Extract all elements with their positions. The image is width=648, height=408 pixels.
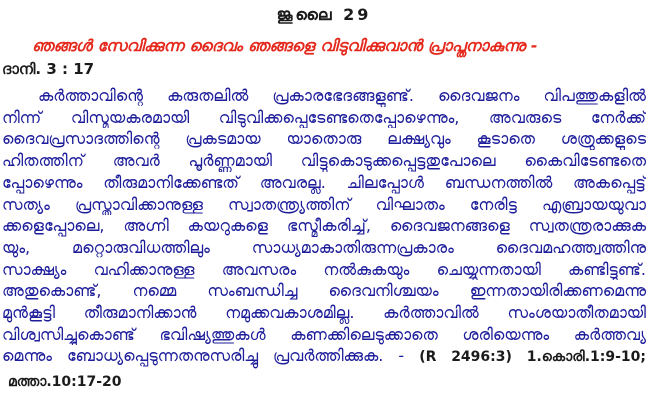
body-line: സത്യം പ്രസ്താവിക്കാനുള്ള സ്വാതന്ത്ര്യത്തിന് വിഘാതം നേരിട്ട എബ്രായയുവാ (2, 194, 646, 214)
body-line: പ്പോഴെന്നും തീരുമാനിക്കേണ്ടത് അവരല്ല. ചിലപ്പോൾ ബന്ധനത്തിൽ അകപ്പെട്ട് (2, 172, 646, 192)
body-line: കർത്താവിന്റെ കരുതലിൽ പ്രകാരഭേദങ്ങളുണ്ട്. ദൈവജനം വിപത്തുകളിൽ (38, 86, 646, 105)
body-line: സാക്ഷ്യം വഹിക്കാനുള്ള അവസരം നൽകുകയും ചെയ്യുന്നതായി കണ്ടിട്ടുണ്ട്. (2, 259, 646, 279)
theme-verse: ഞങ്ങൾ സേവിക്കുന്ന ദൈവം ഞങ്ങളെ വിടുവിക്കുവാൻ പ്രാപ്തനാകുന്നു - (32, 36, 538, 55)
body-line: ക്കളെപ്പോലെ, അഗ്നി കയറുകളെ ഭസ്മീകരിച്ച്, ദൈവജനങ്ങളെ സ്വതന്ത്രരാക്കുക (2, 216, 646, 236)
body-line: മുൻകൂട്ടി തീരുമാനിക്കാൻ നമുക്കവകാശമില്ല. കർത്താവിൽ സംശയാതീതമായി (2, 303, 646, 323)
citation-reference: (R 2496:3) 1.കൊരി.1:9-10; (419, 349, 646, 366)
theme-verse-reference: ദാനി. 3 : 17 (2, 60, 95, 78)
body-line: വിശ്വസിച്ചുകൊണ്ട് ഭവിഷ്യത്തുകൾ കണക്കിലെടുക്കാതെ ശരിയെന്നും കർത്തവ്യ (2, 324, 646, 344)
date-heading: ജൂലൈ 29 (276, 5, 372, 24)
citation-reference-continued: മത്താ.10:17-20 (8, 374, 122, 391)
body-line: ഹിതത്തിന് അവർ പൂർണ്ണമായി വിട്ടുകൊടുക്കപ്പെട്ടതുപോലെ കൈവിടേണ്ടതെ (2, 151, 646, 171)
body-line: അതുകൊണ്ട്, നമ്മെ സംബന്ധിച്ച ദൈവനിശ്ചയം ഇന്നതായിരിക്കണമെന്നു (2, 281, 646, 301)
body-line: നിന്ന് വിസ്മയകരമായി വിടുവിക്കപ്പെടേണ്ടതെപ്പോഴെന്നും, അവരുടെ നേർക്ക് (2, 107, 646, 127)
closing-text: മെന്നും ബോധ്യപ്പെടുന്നതനുസരിച്ചു പ്രവർത്തിക്കുക. - (2, 346, 405, 366)
body-line: ദൈവപ്രസാദത്തിന്റെ പ്രകടമായ യാതൊരു ലക്ഷ്യവും കൂടാതെ ശത്രുക്കളുടെ (2, 129, 646, 149)
body-paragraph (2, 85, 646, 394)
body-line: യും, മറ്റൊരുവിധത്തിലും സാധ്യമാകാതിരുന്നപ്രകാരം ദൈവമഹത്ത്വത്തിനു (2, 237, 646, 257)
closing-line (2, 345, 646, 369)
